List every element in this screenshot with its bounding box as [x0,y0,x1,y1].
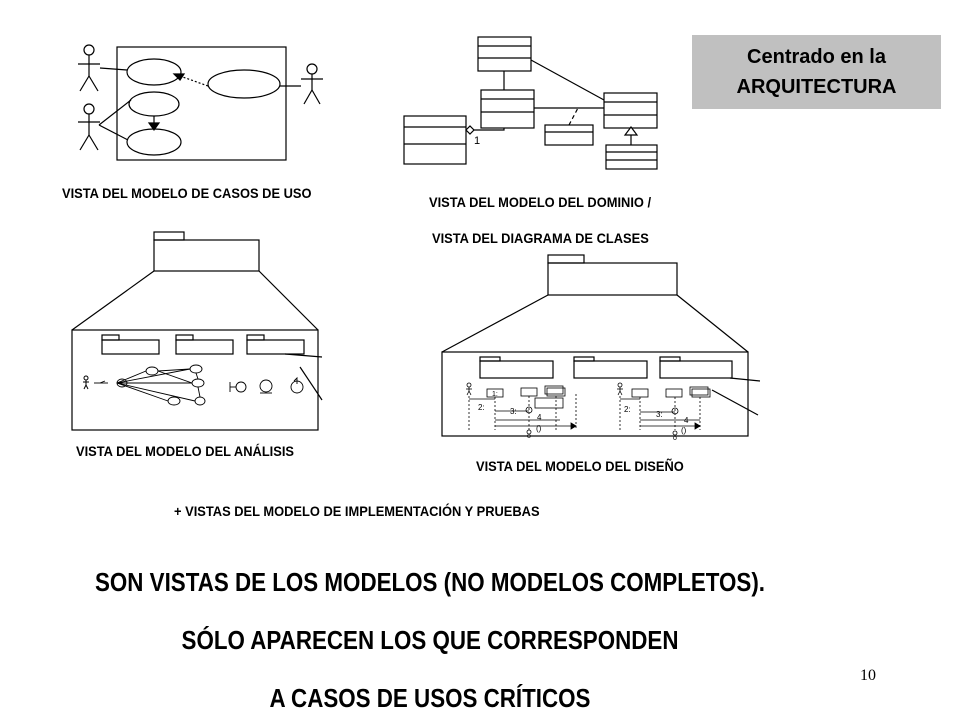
design-view-label: VISTA DEL MODELO DEL DISEÑO [476,458,684,474]
association-class-link [569,108,578,125]
boundary-class-icon [230,382,246,392]
message-label: 2: [478,403,485,412]
class-box [481,90,534,128]
package-icon [247,335,304,354]
design-model [442,255,760,436]
zoom-line [442,295,548,352]
class-box [604,93,657,128]
message-label: 4 [684,416,689,425]
message-label: 1: [492,391,498,398]
page-number: 10 [860,667,876,684]
use-case-1 [127,59,181,85]
control-class-icon [291,378,303,393]
package-icon [574,357,647,378]
class-box [478,37,531,71]
zoom-line [712,390,758,415]
architecture-badge [692,35,941,109]
statement-line-3: A CASOS DE USOS CRÍTICOS [269,683,591,713]
package-icon [480,357,553,378]
analysis-model [72,232,322,430]
zoom-line [72,271,154,330]
analysis-view-label: VISTA DEL MODELO DEL ANÁLISIS [76,443,295,459]
package-icon [176,335,233,354]
class-diagram-view-label: VISTA DEL DIAGRAMA DE CLASES [432,230,649,246]
implementation-views-label: + VISTAS DEL MODELO DE IMPLEMENTACIÓN Y PRUEBAS [174,503,540,519]
badge-line-1: Centrado en la [747,46,886,68]
design-frame [442,352,748,436]
actor-top-left [78,45,100,91]
message-label: () [681,426,687,435]
zoom-line [300,367,322,400]
use-case-2 [129,92,179,116]
statement-line-1: SON VISTAS DE LOS MODELOS (NO MODELOS COMPLETOS). [94,567,766,597]
zoom-line [730,378,760,381]
actor-bottom-left [78,104,100,150]
class-box [404,116,466,164]
message-label: o [673,435,677,442]
use-case-4 [208,70,280,98]
entity-class-icon [260,380,272,393]
actor-icon [83,376,89,389]
association [100,68,127,70]
package-icon [154,232,259,271]
association [99,125,128,140]
system-boundary [117,47,286,160]
collaboration-graph [94,365,205,405]
use-case-view-label: VISTA DEL MODELO DE CASOS DE USO [62,185,312,201]
package-icon [548,255,677,295]
domain-view-label: VISTA DEL MODELO DEL DOMINIO / [429,194,652,210]
message-label: 4 [537,413,542,422]
message-label: 2: [624,405,631,414]
package-icon [102,335,159,354]
statement-line-2: SÓLO APARECEN LOS QUE CORRESPONDEN [181,625,679,655]
message-label: 3: [656,410,663,419]
include-dependency [180,76,208,86]
class-box [606,145,657,169]
badge-line-2: ARQUITECTURA [736,76,897,98]
association [531,60,604,100]
message-label: () [536,424,542,433]
class-diagram [404,37,657,169]
zoom-line [259,271,318,330]
actor-right [301,64,323,104]
message-label: o [527,433,531,440]
zoom-line [677,295,748,352]
association [99,100,131,125]
use-case-3 [127,129,181,155]
use-case-diagram [78,45,323,160]
class-box [545,125,593,145]
sequence-diagram-right [617,383,710,435]
package-icon [660,357,732,378]
aggregation-diamond [466,126,474,134]
multiplicity-label: 1 [474,135,481,147]
dependency-arrowhead [174,74,184,80]
message-label: 3: [510,407,517,416]
